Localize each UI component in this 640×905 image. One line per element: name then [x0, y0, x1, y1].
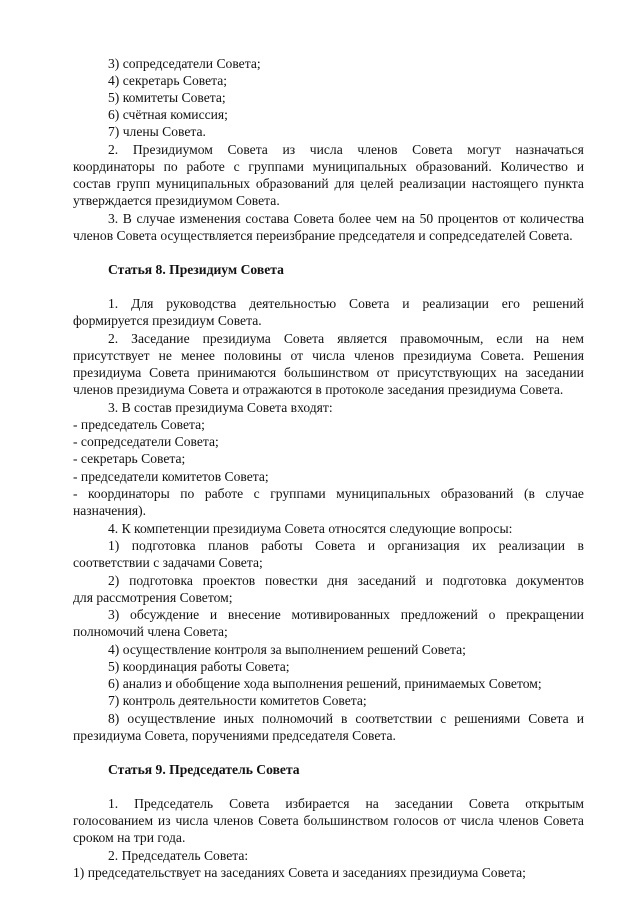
list-item: 5) комитеты Совета; — [108, 90, 226, 105]
word: групп — [116, 176, 151, 191]
word: координаторы — [73, 159, 155, 174]
word: 3. — [108, 211, 119, 226]
word: в — [341, 711, 348, 726]
word: 50 — [419, 211, 434, 226]
paragraph-line: полномочий члена Совета; — [73, 624, 228, 639]
word: по — [180, 486, 195, 501]
word: Совета — [283, 331, 325, 346]
word: и — [402, 296, 410, 311]
paragraph-line: назначения). — [73, 503, 147, 518]
list-item: 5) координация работы Совета; — [108, 659, 290, 674]
justified-line — [73, 175, 584, 192]
list-item: - председатель Совета; — [73, 417, 205, 432]
word: чем — [375, 211, 398, 226]
word: 2. — [108, 142, 119, 157]
paragraph-line: президиума Совета, поручениями председателя Совета. — [73, 728, 396, 743]
word: заседании — [525, 365, 584, 380]
word: случае — [136, 211, 175, 226]
word: реализации — [498, 538, 566, 553]
word: на — [365, 796, 379, 811]
paragraph-line: сроком на три года. — [73, 830, 186, 845]
word: подготовка — [129, 573, 193, 588]
list-item: 4) секретарь Совета; — [108, 73, 228, 88]
word: настоящего — [471, 176, 539, 191]
word: менее — [180, 348, 215, 363]
word: назначаться — [515, 142, 584, 157]
word: с — [440, 711, 447, 726]
word: образований — [440, 486, 514, 501]
word: 3) — [108, 607, 120, 622]
justified-line — [108, 210, 584, 227]
word: правомочным, — [400, 331, 484, 346]
word: образований — [255, 176, 329, 191]
word: и — [425, 573, 433, 588]
word: и — [367, 538, 376, 553]
word: числа — [175, 813, 209, 828]
word: числа — [312, 348, 346, 363]
word: их — [472, 538, 487, 553]
justified-line — [108, 295, 584, 312]
word: большинством — [283, 365, 369, 380]
word: половины — [223, 348, 282, 363]
word: образований. — [415, 159, 492, 174]
word: открытым — [525, 796, 584, 811]
article-8-heading: Статья 8. Президиум Совета — [108, 262, 284, 277]
list-item: - сопредседатели Совета; — [73, 434, 219, 449]
paragraph-line: утверждается президиумом Совета. — [73, 193, 280, 208]
word: предложений — [400, 607, 478, 622]
word: от — [502, 211, 516, 226]
word: Совета — [315, 538, 356, 553]
word: работы — [261, 538, 303, 553]
word: В — [122, 211, 132, 226]
word: большинством — [303, 813, 389, 828]
word: избирается — [285, 796, 350, 811]
word: процентов — [437, 211, 499, 226]
word: внесение — [227, 607, 281, 622]
word: Совета — [293, 211, 334, 226]
word: состава — [245, 211, 290, 226]
list-item: 1) председательствует на заседаниях Совета и заседаниях президиума Совета; — [73, 865, 526, 880]
word: 2) — [108, 573, 120, 588]
word: изменения — [179, 211, 241, 226]
word: на — [401, 211, 415, 226]
word: проектов — [202, 573, 256, 588]
word: состав — [73, 176, 111, 191]
article-9-heading: Статья 9. Председатель Совета — [108, 762, 300, 777]
word: о — [488, 607, 496, 622]
word: планов — [208, 538, 249, 553]
list-item: 4) осуществление контроля за выполнением решений Совета; — [108, 642, 466, 657]
word: голосованием — [73, 813, 154, 828]
word: принимаются — [197, 365, 277, 380]
justified-line — [73, 347, 584, 364]
word: реализации — [399, 176, 466, 191]
word: координаторы — [88, 486, 170, 501]
word: Совета — [258, 813, 299, 828]
paragraph-line: 4. К компетенции президиума Совета относятся следующие вопросы: — [108, 521, 513, 536]
list-item: - секретарь Совета; — [73, 451, 186, 466]
justified-line — [108, 795, 584, 812]
word: не — [158, 348, 172, 363]
justified-line — [73, 158, 584, 175]
word: Количество — [500, 159, 568, 174]
list-item: 7) контроль деятельности комитетов Совета; — [108, 693, 367, 708]
justified-line — [108, 330, 584, 347]
word: обсуждение — [130, 607, 200, 622]
word: пункта — [544, 176, 584, 191]
word: Решения — [533, 348, 584, 363]
word: нем — [562, 331, 584, 346]
paragraph-line: для рассмотрения Советом; — [73, 590, 233, 605]
word: полномочий — [262, 711, 333, 726]
word: заседаний — [357, 573, 416, 588]
word: группами — [270, 486, 326, 501]
word: из — [282, 142, 296, 157]
word: по — [163, 159, 178, 174]
word: работе — [186, 159, 225, 174]
word: президиума — [73, 365, 142, 380]
word: президиума — [202, 331, 271, 346]
word: документов — [516, 573, 584, 588]
word: Совета — [543, 813, 584, 828]
word: муниципальных — [336, 486, 431, 501]
word: голосов — [393, 813, 439, 828]
word: Совета — [227, 142, 268, 157]
paragraph-line: соответствии с задачами Совета; — [73, 555, 263, 570]
justified-line — [108, 537, 584, 554]
word: членов — [357, 142, 398, 157]
word: (в — [523, 486, 535, 501]
word: организация — [387, 538, 460, 553]
word: если — [496, 331, 523, 346]
word: соответствии — [355, 711, 433, 726]
paragraph-line: членов Совета осуществляется переизбрание председателя и сопредседателей Совета. — [73, 228, 573, 243]
word: с — [233, 159, 240, 174]
word: присутствующих — [397, 365, 497, 380]
list-item: 6) счётная комиссия; — [108, 107, 228, 122]
word: из — [157, 813, 171, 828]
word: Председатель — [134, 796, 214, 811]
word: присутствует — [73, 348, 150, 363]
word: заседании — [394, 796, 453, 811]
word: 1) — [108, 538, 120, 553]
justified-line — [108, 141, 584, 158]
word: целей — [360, 176, 394, 191]
justified-line — [108, 606, 584, 623]
word: работе — [204, 486, 244, 501]
word: мотивированных — [291, 607, 390, 622]
justified-line — [73, 364, 584, 381]
word: числа — [309, 142, 343, 157]
word: прекращении — [506, 607, 584, 622]
word: числа — [460, 813, 494, 828]
word: 1. — [108, 296, 119, 311]
justified-line — [108, 710, 584, 727]
list-item: - председатели комитетов Совета; — [73, 469, 269, 484]
word: и — [576, 159, 584, 174]
paragraph-line: 3. В состав президиума Совета входят: — [108, 400, 333, 415]
word: муниципальных — [312, 159, 407, 174]
word: Совета — [349, 296, 390, 311]
word: на — [535, 331, 550, 346]
word: деятельностью — [249, 296, 337, 311]
word: членов — [213, 813, 254, 828]
word: для — [334, 176, 355, 191]
word: Совета — [412, 142, 453, 157]
word: - — [73, 486, 78, 501]
word: повестки — [264, 573, 318, 588]
word: дня — [327, 573, 348, 588]
word: 8) — [108, 711, 120, 726]
justified-line — [73, 485, 584, 502]
word: могут — [467, 142, 501, 157]
list-item: 3) сопредседатели Совета; — [108, 56, 261, 71]
word: Заседание — [131, 331, 190, 346]
word: Совета — [468, 796, 510, 811]
word: 1. — [108, 796, 119, 811]
word: руководства — [166, 296, 237, 311]
word: президиума — [403, 348, 472, 363]
word: от — [290, 348, 304, 363]
word: 2. — [108, 331, 119, 346]
word: случае — [545, 486, 584, 501]
word: и — [209, 607, 218, 622]
word: его — [501, 296, 520, 311]
word: является — [337, 331, 388, 346]
word: с — [253, 486, 260, 501]
word: от — [376, 365, 390, 380]
word: Совета. — [480, 348, 525, 363]
word: членов — [498, 813, 539, 828]
justified-line — [73, 812, 584, 829]
word: Совета — [149, 365, 190, 380]
word: группами — [248, 159, 304, 174]
word: Президиумом — [132, 142, 213, 157]
word: и — [576, 711, 584, 726]
word: на — [504, 365, 518, 380]
list-item: 7) члены Совета. — [108, 124, 206, 139]
word: количества — [519, 211, 584, 226]
word: реализации — [422, 296, 489, 311]
word: Для — [131, 296, 154, 311]
word: членов — [354, 348, 395, 363]
paragraph-line: формируется президиум Совета. — [73, 313, 262, 328]
word: Совета — [229, 796, 270, 811]
word: более — [338, 211, 371, 226]
word: муниципальных — [155, 176, 251, 191]
word: Совета — [528, 711, 569, 726]
word: от — [443, 813, 456, 828]
word: подготовка — [131, 538, 196, 553]
word: решениями — [454, 711, 521, 726]
word: в — [577, 538, 584, 553]
word: осуществление — [127, 711, 216, 726]
word: иных — [223, 711, 255, 726]
paragraph-line: членов президиума Совета и отражаются в протоколе заседания президиума Совета. — [73, 382, 564, 397]
list-item: 6) анализ и обобщение хода выполнения решений, принимаемых Советом; — [108, 676, 542, 691]
justified-line — [108, 572, 584, 589]
paragraph-line: 2. Председатель Совета: — [108, 848, 249, 863]
word: подготовка — [442, 573, 507, 588]
word: решений — [532, 296, 584, 311]
